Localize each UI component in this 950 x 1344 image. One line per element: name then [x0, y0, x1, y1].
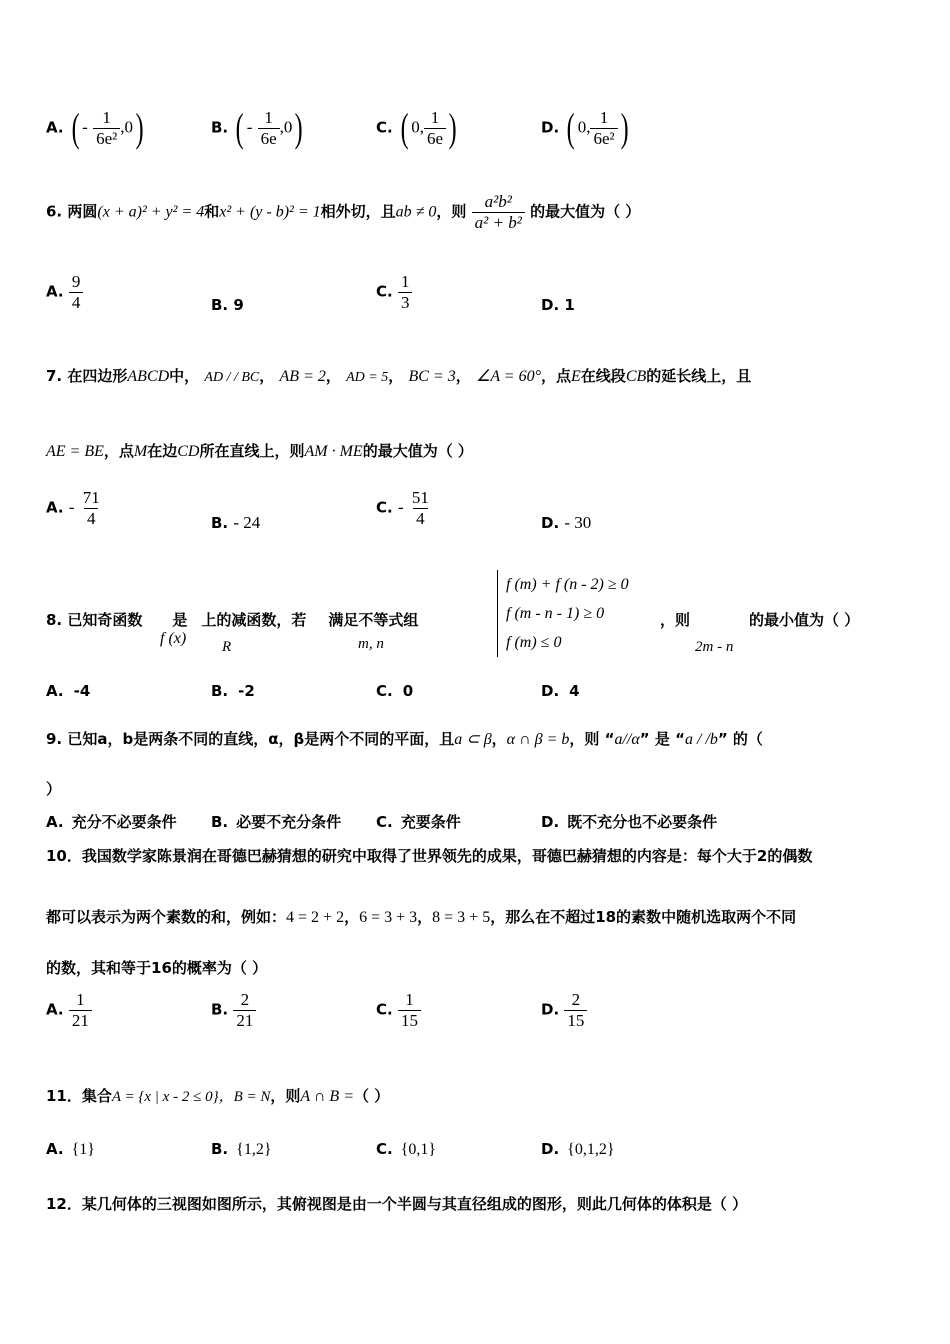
question-10-line-2: 都可以表示为两个素数的和，例如：4 = 2 + 2，6 = 3 + 3，8 = 3 + 5，那么在不超过18的素数中随机选取两个不同	[46, 908, 797, 926]
right-paren: )	[135, 105, 144, 151]
option-letter: B.	[211, 118, 229, 137]
q6-option-a: A. $\frac{9}{4}$	[46, 272, 83, 312]
q8-tail: 的最小值为（ ）	[749, 611, 860, 629]
q9-option-c: C. 充要条件	[376, 813, 461, 831]
question-11: 11．集合A = {x | x - 2 ≤ 0}，B = N，则A ∩ B =（ ）	[46, 1087, 390, 1105]
q8-option-d: D. 4	[541, 682, 580, 700]
left-paren: (	[567, 105, 576, 151]
fraction: $\frac{2}{15}$	[564, 990, 587, 1030]
q9-option-d: D. 既不充分也不必要条件	[541, 813, 718, 831]
question-9: 9. 已知a，b是两条不同的直线，α，β是两个不同的平面，且a ⊂ β，α ∩ β = b，则 “a//α” 是 “a / /b” 的（	[46, 730, 763, 748]
q6-option-c: C. $\frac{1}{3}$	[376, 272, 412, 312]
q6-option-b: B. 9	[211, 296, 244, 314]
fraction: $\frac{1}{\text{6e²}}$	[93, 108, 120, 148]
question-12: 12．某几何体的三视图如图所示，其俯视图是由一个半圆与其直径组成的图形，则此几何体的体积是（ ）	[46, 1195, 748, 1213]
q10-option-b: B. $\frac{2}{21}$	[211, 990, 256, 1030]
fraction: $\frac{1}{6e}$	[424, 108, 446, 148]
q7-option-d: D. - 30	[541, 513, 592, 532]
q9-option-b: B. 必要不充分条件	[211, 813, 342, 831]
left-paren: (	[236, 105, 245, 151]
option-letter: A.	[46, 118, 64, 137]
q9-option-a: A. 充分不必要条件	[46, 813, 177, 831]
right-paren: )	[295, 105, 304, 151]
q10-option-a: A. $\frac{1}{21}$	[46, 990, 92, 1030]
fraction: $\frac{1}{3}$	[398, 272, 413, 312]
q8-option-b: B. -2	[211, 682, 255, 700]
question-7-line-1: 7. 在四边形ABCD中， AD / / BC， AB = 2， AD = 5， BC = 3， ∠A = 60°，点E在线段CB的延长线上，且	[46, 367, 752, 385]
q5-option-a: A. ( - $\frac{1}{\text{6e²}}$ ,0)	[46, 105, 144, 151]
fraction: $\frac{71}{4}$	[82, 488, 100, 528]
fraction: $\frac{1}{\text{6e²}}$	[590, 108, 617, 148]
q8-mn: m, n	[358, 636, 384, 652]
q10-option-c: C. $\frac{1}{15}$	[376, 990, 421, 1030]
q7-option-b: B. - 24	[211, 513, 261, 532]
q7-option-c: C. - $\frac{51}{4}$	[376, 488, 432, 528]
q10-option-d: D. $\frac{2}{15}$	[541, 990, 587, 1030]
minus-sign: -	[82, 117, 88, 137]
q11-option-d: D. {0,1,2}	[541, 1140, 615, 1158]
option-letter: C.	[376, 118, 393, 137]
q8-r: R	[222, 639, 232, 655]
right-paren: )	[620, 105, 629, 151]
q11-option-a: A. {1}	[46, 1140, 95, 1158]
question-7-line-2: AE = BE，点M在边CD所在直线上，则AM · ME的最大值为（ ）	[46, 442, 473, 460]
fraction: $\frac{\text{a²b²}}{\text{a² + b²}}$	[472, 192, 525, 232]
q8-then: ，则	[660, 611, 691, 629]
left-paren: (	[400, 105, 409, 151]
option-letter: D.	[541, 118, 560, 137]
fraction: $\frac{1}{6e}$	[258, 108, 280, 148]
question-6: 6. 两圆(x + a)² + y² = 4和x² + (y - b)² = 1相外切，且ab ≠ 0，则 $\frac{\text{a²b²}}{\text{a² + b²}}$ 的最大值为（ ）	[46, 192, 641, 232]
fraction: $\frac{9}{4}$	[69, 272, 84, 312]
right-paren: )	[448, 105, 457, 151]
q5-option-b: B. ( - $\frac{1}{6e}$ ,0)	[211, 105, 304, 151]
q5-option-d: D. ( 0, $\frac{1}{\text{6e²}}$ )	[541, 105, 629, 151]
fraction: $\frac{1}{15}$	[398, 990, 421, 1030]
q8-fx: f (x)	[160, 630, 187, 647]
question-10-line-1: 10．我国数学家陈景润在哥德巴赫猜想的研究中取得了世界领先的成果，哥德巴赫猜想的内容是：每个大于2的偶数	[46, 847, 813, 865]
question-8: 8. 已知奇函数 是 上的减函数，若 满足不等式组	[46, 611, 419, 629]
minus-sign: -	[246, 117, 253, 137]
q8-expr: 2m - n	[695, 639, 734, 655]
inequality-system: f (m) + f (n - 2) ≥ 0 f (m - n - 1) ≥ 0 f (m) ≤ 0	[497, 570, 629, 657]
q11-option-c: C. {0,1}	[376, 1140, 437, 1158]
q5-option-c: C. ( 0, $\frac{1}{6e}$ )	[376, 105, 457, 151]
fraction: $\frac{1}{21}$	[69, 990, 92, 1030]
q9-close-paren: ）	[46, 780, 62, 798]
question-10-line-3: 的数，其和等于16的概率为（ ）	[46, 959, 268, 977]
left-paren: (	[71, 105, 80, 151]
fraction: $\frac{2}{21}$	[233, 990, 256, 1030]
q11-option-b: B. {1,2}	[211, 1140, 272, 1158]
q7-option-a: A. - $\frac{71}{4}$	[46, 488, 103, 528]
q6-option-d: D. 1	[541, 296, 575, 314]
q8-option-c: C. 0	[376, 682, 414, 700]
fraction: $\frac{51}{4}$	[411, 488, 429, 528]
q8-option-a: A. -4	[46, 682, 91, 700]
